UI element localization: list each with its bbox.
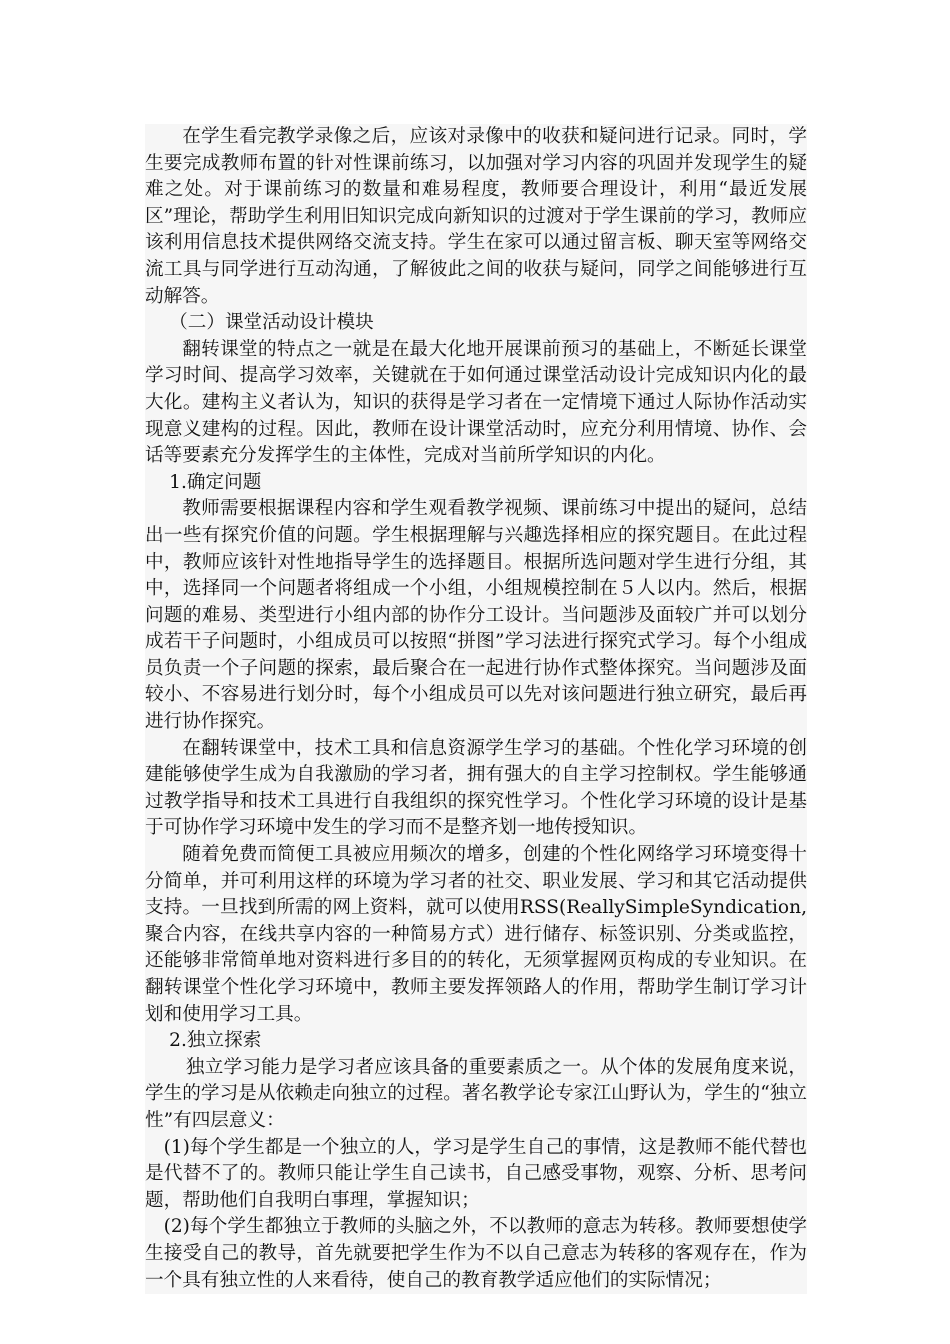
paragraph-6: 独立学习能力是学习者应该具备的重要素质之一。从个体的发展角度来说，学生的学习是从依赖走向独立的过程。著名教学论专家江山野认为，学生的“独立性”有四层意义： <box>145 1056 807 1131</box>
paragraph-5: 随着免费而简便工具被应用频次的增多，创建的个性化网络学习环境变得十分简单，并可利用这样的环境为学习者的社交、职业发展、学习和其它活动提供支持。一旦找到所需的网上资料，就可以使用RSS(ReallySimpleSyndication,聚合内容，在线共享内容的一种简易方式）进行储存、标签识别、分类或监控，还能够非常简单地对资料进行多目的的转化，无须掌握网页构成的专业知识。在翻转课堂个性化学习环境中，教师主要发挥领路人的作用，帮助学生制订学习计划和使用学习工具。 <box>145 844 807 1025</box>
subheading-independent-exploration: 2.独立探索 <box>169 1030 262 1052</box>
section-heading-classroom-activity: （二）课堂活动设计模块 <box>169 312 374 334</box>
body-text <box>145 124 807 1294</box>
list-item-1: (1)每个学生都是一个独立的人，学习是学生自己的事情，这是教师不能代替也是代替不了的。教师只能让学生自己读书，自己感受事物，观察、分析、思考问题，帮助他们自我明白事理，掌握知识； <box>145 1136 807 1211</box>
paragraph-1: 在学生看完教学录像之后，应该对录像中的收获和疑问进行记录。同时，学生要完成教师布置的针对性课前练习，以加强对学习内容的巩固并发现学生的疑难之处。对于课前练习的数量和难易程度，教师要合理设计，利用“最近发展区”理论，帮助学生利用旧知识完成向新知识的过渡对于学生课前的学习，教师应该利用信息技术提供网络交流支持。学生在家可以通过留言板、聊天室等网络交流工具与同学进行互动沟通，了解彼此之间的收获与疑问，同学之间能够进行互动解答。 <box>145 126 807 307</box>
paragraph-4: 在翻转课堂中，技术工具和信息资源学生学习的基础。个性化学习环境的创建能够使学生成为自我激励的学习者，拥有强大的自主学习控制权。学生能够通过教学指导和技术工具进行自我组织的探究性学习。个性化学习环境的设计是基于可协作学习环境中发生的学习而不是整齐划一地传授知识。 <box>145 737 807 839</box>
list-item-2: (2)每个学生都独立于教师的头脑之外，不以教师的意志为转移。教师要想使学生接受自己的教导，首先就要把学生作为不以自己意志为转移的客观存在，作为一个具有独立性的人来看待，使自己的教育教学适应他们的实际情况； <box>145 1216 807 1291</box>
paragraph-2: 翻转课堂的特点之一就是在最大化地开展课前预习的基础上，不断延长课堂学习时间、提高学习效率，关键就在于如何通过课堂活动设计完成知识内化的最大化。建构主义者认为，知识的获得是学习者在一定情境下通过人际协作活动实现意义建构的过程。因此，教师在设计课堂活动时，应充分利用情境、协作、会话等要素充分发挥学生的主体性，完成对当前所学知识的内化。 <box>145 338 807 467</box>
paragraph-3: 教师需要根据课程内容和学生观看教学视频、课前练习中提出的疑问，总结出一些有探究价值的问题。学生根据理解与兴趣选择相应的探究题目。在此过程中，教师应该针对性地指导学生的选择题目。根据所选问题对学生进行分组，其中，选择同一个问题者将组成一个小组，小组规模控制在５人以内。然后，根据问题的难易、类型进行小组内部的协作分工设计。当问题涉及面较广并可以划分成若干子问题时，小组成员可以按照“拼图”学习法进行探究式学习。每个小组成员负责一个子问题的探索，最后聚合在一起进行协作式整体探究。当问题涉及面较小、不容易进行划分时，每个小组成员可以先对该问题进行独立研究，最后再进行协作探究。 <box>145 498 807 733</box>
subheading-determine-problem: 1.确定问题 <box>169 471 262 493</box>
